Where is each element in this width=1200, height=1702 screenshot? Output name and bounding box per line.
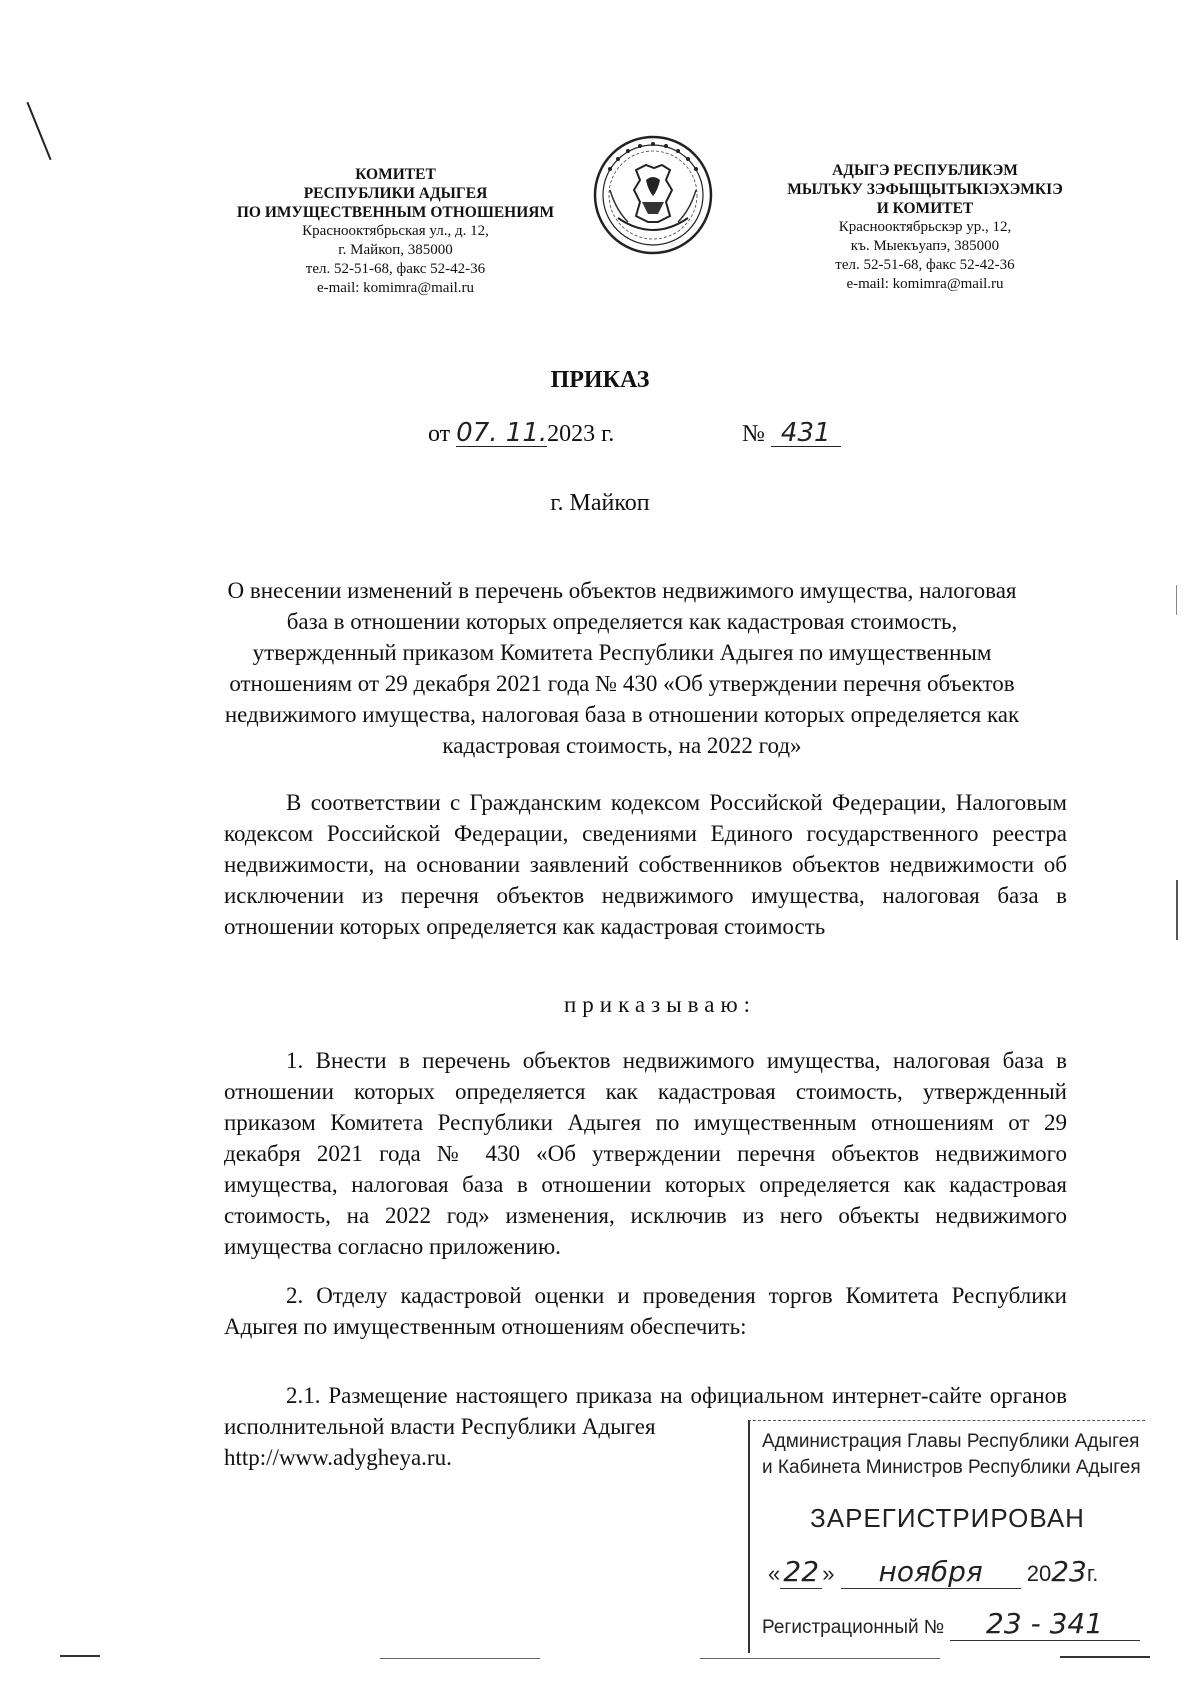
stamp-quote-open: « (768, 1561, 781, 1586)
pen-mark (26, 102, 51, 160)
document-city: г. Майкоп (550, 490, 650, 516)
republic-of-adygea-coat-of-arms-icon (588, 130, 718, 260)
scan-artifact (1176, 585, 1177, 615)
header-left-line3: ПО ИМУЩЕСТВЕННЫМ ОТНОШЕНИЯМ (236, 204, 555, 221)
header-left-email: e-mail: komimra@mail.ru (316, 280, 475, 296)
stamp-reg-value: 23 - 341 (950, 1607, 1140, 1641)
scan-artifact (1060, 1656, 1150, 1658)
header-left (218, 165, 573, 298)
number-handwritten: 431 (771, 420, 841, 447)
stamp-month: ноября (841, 1555, 1021, 1589)
stamp-line1: Администрация Главы Республики Адыгея (762, 1431, 1140, 1452)
header-right-address: Краснооктябрьскэр ур., 12, (838, 219, 1012, 235)
stamp-quote-close: » (822, 1561, 835, 1586)
scan-artifact (700, 1658, 940, 1659)
item-2-1-url: http://www.adygheya.ru. (224, 1445, 452, 1470)
header-left-address: Краснооктябрьская ул., д. 12, (302, 223, 489, 239)
stamp-day: 22 (780, 1555, 822, 1589)
stamp-reg-number (762, 1607, 1140, 1641)
header-right-line2: МЫЛЪКУ ЗЭФЫЩЫТЫКIЭХЭМКIЭ (787, 181, 1063, 198)
stamp-registered: ЗАРЕГИСТРИРОВАН (810, 1503, 1085, 1533)
stamp-year-prefix: 20 (1026, 1561, 1052, 1586)
scan-artifact (1176, 880, 1178, 940)
order-word: приказываю: (563, 992, 757, 1017)
stamp-year-unit: г. (1086, 1561, 1099, 1586)
header-right-line3: И КОМИТЕТ (876, 200, 974, 217)
stamp-line2: и Кабинета Министров Республики Адыгея (762, 1457, 1141, 1478)
item-1-paragraph: 1. Внести в перечень объектов недвижимого имущества, налоговая база в отношении которых определяется как кадастровая стоимость, утвержденный приказом Комитета Республики Адыгея по имущественным отношениям от 29 декабря 2021 года № 430 «Об утверждении перечня объектов недвижимого имущества, налоговая база в отношении которых определяется как кадастровая стоимость, на 2022 год» изменения, исключив из него объекты недвижимого имущества согласно приложению. (224, 1048, 1067, 1259)
header-right (770, 161, 1080, 294)
date-prefix: от (428, 421, 451, 447)
number-prefix: № (742, 421, 765, 447)
stamp-date (768, 1555, 1098, 1589)
item-2-paragraph: 2. Отделу кадастровой оценки и проведения торгов Комитета Республики Адыгея по имущественным отношениям обеспечить: (224, 1283, 1067, 1339)
document-title: ПРИКАЗ (550, 367, 650, 393)
stamp-year-suffix: 23 (1051, 1555, 1087, 1588)
header-right-line1: АДЫГЭ РЕСПУБЛИКЭМ (832, 162, 1018, 179)
header-right-phone: тел. 52-51-68, факс 52-42-36 (835, 257, 1015, 273)
header-left-city: г. Майкоп, 385000 (338, 242, 453, 258)
scan-artifact (380, 1658, 540, 1659)
item-2-1-text: 2.1. Размещение настоящего приказа на официальном интернет-сайте органов исполнительной власти Республики Адыгея (224, 1383, 1067, 1439)
stamp-reg-label: Регистрационный № (762, 1617, 945, 1638)
date-suffix: 2023 г. (547, 421, 615, 447)
header-right-city: къ. Мыекъуапэ, 385000 (850, 238, 1000, 254)
scan-artifact (60, 1655, 100, 1657)
header-right-email: e-mail: komimra@mail.ru (846, 276, 1004, 292)
header-left-phone: тел. 52-51-68, факс 52-42-36 (305, 261, 486, 277)
header-left-line2: РЕСПУБЛИКИ АДЫГЕЯ (303, 185, 488, 202)
document-number (742, 420, 841, 448)
registration-stamp (748, 1420, 1145, 1653)
header-left-line1: КОМИТЕТ (355, 166, 436, 183)
document-subject: О внесении изменений в перечень объектов недвижимого имущества, налоговая база в отношении которых определяется как кадастровая стоимость, утвержденный приказом Комитета Республики Адыгея по имущественным отношениям от 29 декабря 2021 года № 430 «Об утверждении перечня объектов недвижимого имущества, налоговая база в отношении которых определяется как кадастровая стоимость, на 2022 год» (224, 578, 1020, 758)
preamble-paragraph: В соответствии с Гражданским кодексом Российской Федерации, Налоговым кодексом Российской Федерации, сведениями Единого государственного реестра недвижимости, на основании заявлений собственников объектов недвижимости об исключении из перечня объектов недвижимого имущества, налоговая база в отношении которых определяется как кадастровая стоимость (224, 790, 1067, 939)
date-handwritten: 07. 11. (456, 418, 548, 448)
document-date (428, 420, 614, 448)
